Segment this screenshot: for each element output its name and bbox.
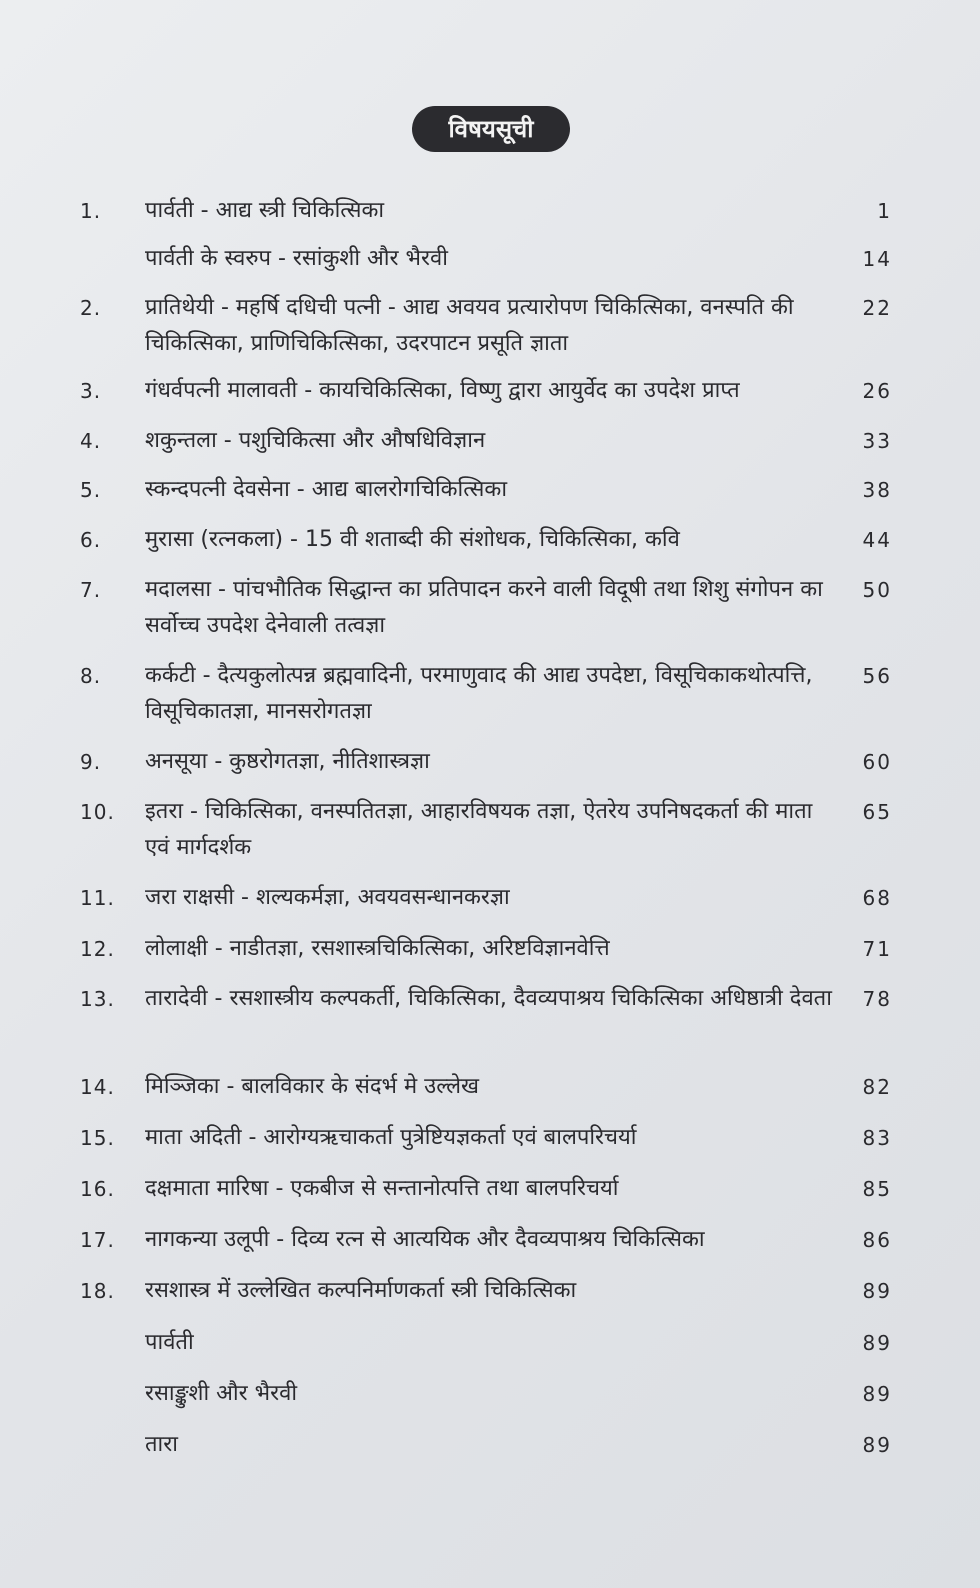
entry-title: पार्वती (145, 1330, 194, 1355)
entry-page: 44 (862, 528, 892, 552)
entry-number: 5. (80, 478, 102, 502)
entry-page: 86 (862, 1228, 892, 1252)
entry-title: मदालसा - पांचभौतिक सिद्धान्त का प्रतिपादन करने वाली विदूषी तथा शिशु संगोपन का सर्वोच्च उपदेश देनेवाली तत्वज्ञा (145, 577, 823, 638)
entry-page: 33 (862, 429, 892, 453)
entry-title: दक्षमाता मारिषा - एकबीज से सन्तानोत्पत्ति तथा बालपरिचर्या (145, 1176, 619, 1201)
entry-page: 89 (862, 1331, 892, 1355)
entry-number: 10. (80, 800, 115, 824)
entry-number: 6. (80, 528, 102, 552)
entry-page: 14 (862, 247, 892, 271)
entry-page: 89 (862, 1433, 892, 1457)
entry-number: 1. (80, 199, 102, 223)
entry-title: अनसूया - कुष्ठरोगतज्ञा, नीतिशास्त्रज्ञा (145, 749, 430, 774)
entry-page: 89 (862, 1279, 892, 1303)
entry-number: 8. (80, 664, 102, 688)
entry-page: 89 (862, 1382, 892, 1406)
entry-title: नागकन्या उलूपी - दिव्य रत्न से आत्ययिक और दैवव्यपाश्रय चिकित्सिका (145, 1227, 705, 1252)
entry-page: 38 (862, 478, 892, 502)
entry-title: जरा राक्षसी - शल्यकर्मज्ञा, अवयवसन्धानकरज्ञा (145, 885, 510, 910)
entry-number: 2. (80, 296, 102, 320)
entry-page: 1 (877, 199, 892, 223)
entry-number: 7. (80, 578, 102, 602)
entry-title: स्कन्दपत्नी देवसेना - आद्य बालरोगचिकित्सिका (145, 477, 508, 502)
entry-title: तारा (145, 1432, 178, 1457)
entry-page: 83 (862, 1126, 892, 1150)
entry-title: लोलाक्षी - नाडीतज्ञा, रसशास्त्रचिकित्सिका, अरिष्टविज्ञानवेत्ति (145, 936, 610, 961)
entry-title: तारादेवी - रसशास्त्रीय कल्पकर्ती, चिकित्सिका, दैवव्यपाश्रय चिकित्सिका अधिष्ठात्री देवता (145, 986, 832, 1011)
entry-number: 13. (80, 987, 115, 1011)
entry-title: मिञ्जिका - बालविकार के संदर्भ मे उल्लेख (145, 1074, 480, 1099)
entry-page: 26 (862, 379, 892, 403)
entry-page: 60 (862, 750, 892, 774)
entry-title: शकुन्तला - पशुचिकित्सा और औषधिविज्ञान (145, 428, 486, 453)
entry-number: 9. (80, 750, 102, 774)
toc-heading: विषयसूची (412, 106, 570, 152)
entry-number: 4. (80, 429, 102, 453)
entry-number: 16. (80, 1177, 115, 1201)
entry-title: प्रातिथेयी - महर्षि दधिची पत्नी - आद्य अवयव प्रत्यारोपण चिकित्सिका, वनस्पति की चिकित्सिका, प्राणिचिकित्सिका, उदरपाटन प्रसूति ज्ञाता (145, 295, 794, 356)
entry-title: पार्वती के स्वरुप - रसांकुशी और भैरवी (145, 246, 448, 271)
entry-page: 68 (862, 886, 892, 910)
entry-title: रसाङ्कुशी और भैरवी (145, 1381, 298, 1406)
entry-page: 56 (862, 664, 892, 688)
entry-page: 71 (862, 937, 892, 961)
entry-page: 85 (862, 1177, 892, 1201)
entry-page: 65 (862, 800, 892, 824)
entry-title: कर्कटी - दैत्यकुलोत्पन्न ब्रह्मवादिनी, परमाणुवाद की आद्य उपदेष्टा, विसूचिकाकथोत्पत्ति, विसूचिकातज्ञा, मानसरोगतज्ञा (145, 663, 813, 724)
entry-number: 15. (80, 1126, 115, 1150)
entry-number: 3. (80, 379, 102, 403)
entry-number: 18. (80, 1279, 115, 1303)
entry-number: 14. (80, 1075, 115, 1099)
entry-page: 78 (862, 987, 892, 1011)
entry-title: मुरासा (रत्नकला) - 15 वी शताब्दी की संशोधक, चिकित्सिका, कवि (145, 527, 680, 552)
entry-number: 11. (80, 886, 115, 910)
entry-title: इतरा - चिकित्सिका, वनस्पतितज्ञा, आहारविषयक तज्ञा, ऐतरेय उपनिषदकर्ता की माता एवं मार्गदर्शक (145, 799, 813, 860)
entry-title: गंधर्वपत्नी मालावती - कायचिकित्सिका, विष्णु द्वारा आयुर्वेद का उपदेश प्राप्त (145, 378, 740, 403)
entry-page: 22 (862, 296, 892, 320)
entry-title: माता अदिती - आरोग्यऋचाकर्ता पुत्रेष्टियज्ञकर्ता एवं बालपरिचर्या (145, 1125, 637, 1150)
entry-title: रसशास्त्र में उल्लेखित कल्पनिर्माणकर्ता स्त्री चिकित्सिका (145, 1278, 577, 1303)
entry-number: 12. (80, 937, 115, 961)
entry-page: 50 (862, 578, 892, 602)
entry-title: पार्वती - आद्य स्त्री चिकित्सिका (145, 198, 385, 223)
entry-page: 82 (862, 1075, 892, 1099)
entry-number: 17. (80, 1228, 115, 1252)
